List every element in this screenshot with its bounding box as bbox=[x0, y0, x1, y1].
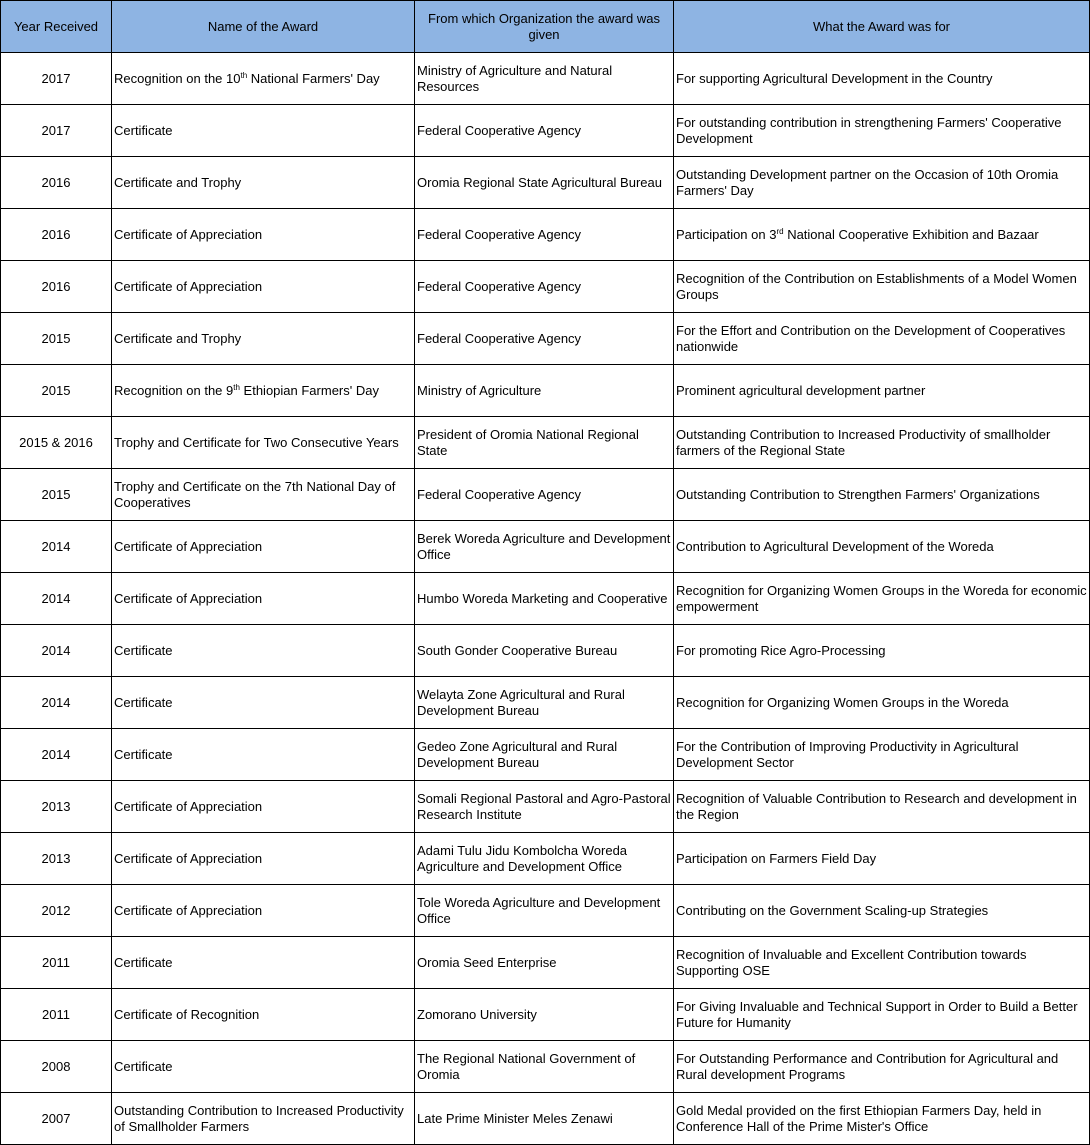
organization-cell-text: Ministry of Agriculture and Natural Resources bbox=[417, 62, 613, 94]
organization-cell bbox=[415, 573, 674, 625]
award-purpose-cell-text: Recognition for Organizing Women Groups in the Woreda for economic empowerment bbox=[676, 582, 1087, 614]
award-purpose-cell-text: Outstanding Development partner on the Occasion of 10th Oromia Farmers' Day bbox=[676, 166, 1059, 198]
award-purpose-cell-text: Outstanding Contribution to Increased Productivity of smallholder farmers of the Regional State bbox=[676, 426, 1051, 458]
year-cell bbox=[1, 885, 112, 937]
year-cell bbox=[1, 365, 112, 417]
year-cell bbox=[1, 261, 112, 313]
header-award-purpose: What the Award was for bbox=[674, 1, 1090, 53]
organization-cell bbox=[415, 157, 674, 209]
award-name-cell bbox=[112, 417, 415, 469]
award-name-cell-text: Certificate bbox=[114, 694, 173, 710]
award-name-cell-text: Recognition on the 9 bbox=[114, 382, 234, 398]
year-cell bbox=[1, 781, 112, 833]
year-cell bbox=[1, 989, 112, 1041]
award-name-cell-text: Certificate and Trophy bbox=[114, 174, 242, 190]
table-row bbox=[1, 885, 1090, 937]
award-name-cell bbox=[112, 1041, 415, 1093]
award-name-cell bbox=[112, 573, 415, 625]
organization-cell-text: Federal Cooperative Agency bbox=[417, 330, 582, 346]
award-name-cell-text: Certificate of Appreciation bbox=[114, 902, 263, 918]
year-cell bbox=[1, 521, 112, 573]
organization-cell bbox=[415, 261, 674, 313]
header-organization: From which Organization the award was given bbox=[415, 1, 674, 53]
organization-cell-text: Berek Woreda Agriculture and Development Office bbox=[417, 530, 671, 562]
award-purpose-cell bbox=[674, 1041, 1090, 1093]
award-name-cell-superscript: th bbox=[240, 70, 248, 80]
award-name-cell-superscript: th bbox=[233, 382, 240, 392]
award-purpose-cell bbox=[674, 989, 1090, 1041]
organization-cell-text: Federal Cooperative Agency bbox=[417, 486, 582, 502]
organization-cell-text: Humbo Woreda Marketing and Cooperative bbox=[417, 590, 668, 606]
award-purpose-cell-text: Recognition of Invaluable and Excellent Contribution towards Supporting OSE bbox=[676, 946, 1027, 978]
table-row bbox=[1, 677, 1090, 729]
organization-cell-text: Oromia Seed Enterprise bbox=[417, 954, 557, 970]
year-cell-text: 2015 & 2016 bbox=[19, 434, 93, 450]
table-row bbox=[1, 573, 1090, 625]
award-name-cell-text: Certificate of Appreciation bbox=[114, 590, 263, 606]
organization-cell-text: Adami Tulu Jidu Kombolcha Woreda Agriculture and Development Office bbox=[417, 842, 628, 874]
award-name-cell-text: Certificate bbox=[114, 122, 173, 138]
organization-cell-text: Federal Cooperative Agency bbox=[417, 226, 582, 242]
organization-cell bbox=[415, 729, 674, 781]
year-cell-text: 2012 bbox=[41, 902, 71, 918]
award-name-cell bbox=[112, 677, 415, 729]
year-cell-text: 2016 bbox=[41, 174, 71, 190]
award-purpose-cell bbox=[674, 677, 1090, 729]
award-purpose-cell-text: For outstanding contribution in strengthening Farmers' Cooperative Development bbox=[676, 114, 1062, 146]
award-purpose-cell bbox=[674, 313, 1090, 365]
award-name-cell bbox=[112, 313, 415, 365]
organization-cell-text: Federal Cooperative Agency bbox=[417, 122, 582, 138]
award-name-cell-text: Certificate bbox=[114, 1058, 173, 1074]
organization-cell-text: Ministry of Agriculture bbox=[417, 382, 542, 398]
award-name-cell bbox=[112, 469, 415, 521]
year-cell bbox=[1, 625, 112, 677]
year-cell bbox=[1, 1041, 112, 1093]
award-purpose-cell-text: Outstanding Contribution to Strengthen Farmers' Organizations bbox=[676, 486, 1040, 502]
award-purpose-cell-text: Participation on Farmers Field Day bbox=[676, 850, 877, 866]
table-row bbox=[1, 937, 1090, 989]
organization-cell-text: Welayta Zone Agricultural and Rural Development Bureau bbox=[417, 686, 625, 718]
award-purpose-cell bbox=[674, 469, 1090, 521]
award-purpose-cell-text-continued: National Cooperative Exhibition and Bazaar bbox=[783, 226, 1039, 242]
year-cell-text: 2016 bbox=[41, 278, 71, 294]
award-name-cell-text: Certificate of Recognition bbox=[114, 1006, 260, 1022]
organization-cell-text: Federal Cooperative Agency bbox=[417, 278, 582, 294]
award-purpose-cell bbox=[674, 105, 1090, 157]
award-name-cell-text: Certificate of Appreciation bbox=[114, 278, 263, 294]
award-purpose-cell bbox=[674, 365, 1090, 417]
award-name-cell bbox=[112, 625, 415, 677]
award-name-cell-text: Outstanding Contribution to Increased Productivity of Smallholder Farmers bbox=[114, 1102, 404, 1134]
award-purpose-cell-text: For Giving Invaluable and Technical Support in Order to Build a Better Future for Humanity bbox=[676, 998, 1078, 1030]
award-name-cell-text: Certificate of Appreciation bbox=[114, 226, 263, 242]
organization-cell bbox=[415, 53, 674, 105]
award-name-cell bbox=[112, 1093, 415, 1145]
award-purpose-cell bbox=[674, 885, 1090, 937]
year-cell bbox=[1, 157, 112, 209]
award-purpose-cell-text: Contribution to Agricultural Development of the Woreda bbox=[676, 538, 994, 554]
award-name-cell-text: Certificate of Appreciation bbox=[114, 798, 263, 814]
award-name-cell bbox=[112, 105, 415, 157]
award-name-cell bbox=[112, 729, 415, 781]
award-purpose-cell-text: Prominent agricultural development partner bbox=[676, 382, 926, 398]
year-cell bbox=[1, 417, 112, 469]
year-cell-text: 2011 bbox=[42, 1006, 70, 1022]
award-purpose-cell bbox=[674, 53, 1090, 105]
organization-cell bbox=[415, 469, 674, 521]
award-name-cell bbox=[112, 157, 415, 209]
year-cell-text: 2016 bbox=[41, 226, 71, 242]
year-cell bbox=[1, 313, 112, 365]
year-cell bbox=[1, 573, 112, 625]
organization-cell bbox=[415, 625, 674, 677]
table-row bbox=[1, 833, 1090, 885]
table-row bbox=[1, 781, 1090, 833]
organization-cell bbox=[415, 937, 674, 989]
year-cell-text: 2008 bbox=[41, 1058, 71, 1074]
header-year-received: Year Received bbox=[1, 1, 112, 53]
year-cell-text: 2014 bbox=[41, 538, 71, 554]
award-name-cell bbox=[112, 989, 415, 1041]
organization-cell-text: Zomorano University bbox=[417, 1006, 537, 1022]
award-name-cell bbox=[112, 833, 415, 885]
table-row bbox=[1, 53, 1090, 105]
table-row bbox=[1, 625, 1090, 677]
year-cell bbox=[1, 1093, 112, 1145]
award-name-cell-text: Certificate of Appreciation bbox=[114, 850, 263, 866]
year-cell-text: 2014 bbox=[41, 746, 71, 762]
award-name-cell bbox=[112, 365, 415, 417]
award-name-cell-text: Trophy and Certificate on the 7th National Day of Cooperatives bbox=[114, 478, 396, 510]
table-row bbox=[1, 1041, 1090, 1093]
organization-cell-text: Tole Woreda Agriculture and Development Office bbox=[417, 894, 661, 926]
award-name-cell-text: Recognition on the 10 bbox=[114, 70, 241, 86]
header-award-name: Name of the Award bbox=[112, 1, 415, 53]
award-purpose-cell-text: For promoting Rice Agro-Processing bbox=[676, 642, 886, 658]
table-row bbox=[1, 729, 1090, 781]
year-cell bbox=[1, 209, 112, 261]
organization-cell bbox=[415, 781, 674, 833]
organization-cell bbox=[415, 417, 674, 469]
award-name-cell bbox=[112, 937, 415, 989]
organization-cell bbox=[415, 1093, 674, 1145]
year-cell-text: 2014 bbox=[41, 694, 71, 710]
award-name-cell bbox=[112, 885, 415, 937]
organization-cell bbox=[415, 833, 674, 885]
award-name-cell bbox=[112, 209, 415, 261]
year-cell-text: 2011 bbox=[42, 954, 70, 970]
year-cell bbox=[1, 469, 112, 521]
award-name-cell-text: Certificate bbox=[114, 642, 173, 658]
award-purpose-cell bbox=[674, 261, 1090, 313]
award-name-cell-text-continued: National Farmers' Day bbox=[247, 70, 380, 86]
organization-cell bbox=[415, 1041, 674, 1093]
year-cell-text: 2015 bbox=[41, 382, 71, 398]
award-purpose-cell-text: For Outstanding Performance and Contribution for Agricultural and Rural development Programs bbox=[676, 1050, 1059, 1082]
award-name-cell bbox=[112, 521, 415, 573]
award-purpose-cell bbox=[674, 1093, 1090, 1145]
year-cell-text: 2014 bbox=[41, 590, 71, 606]
award-name-cell bbox=[112, 781, 415, 833]
award-purpose-cell bbox=[674, 625, 1090, 677]
award-purpose-cell-text: Recognition of Valuable Contribution to Research and development in the Region bbox=[676, 790, 1077, 822]
table-row bbox=[1, 521, 1090, 573]
year-cell-text: 2014 bbox=[41, 642, 71, 658]
year-cell-text: 2015 bbox=[41, 330, 71, 346]
award-purpose-cell bbox=[674, 417, 1090, 469]
table-row bbox=[1, 1093, 1090, 1145]
organization-cell-text: Late Prime Minister Meles Zenawi bbox=[417, 1110, 613, 1126]
award-name-cell-text: Certificate bbox=[114, 954, 173, 970]
table-row bbox=[1, 313, 1090, 365]
award-name-cell-text: Certificate and Trophy bbox=[114, 330, 242, 346]
table-row bbox=[1, 209, 1090, 261]
table-row bbox=[1, 989, 1090, 1041]
award-purpose-cell bbox=[674, 781, 1090, 833]
award-purpose-cell-text: Contributing on the Government Scaling-up Strategies bbox=[676, 902, 989, 918]
organization-cell bbox=[415, 989, 674, 1041]
organization-cell bbox=[415, 885, 674, 937]
year-cell-text: 2007 bbox=[41, 1110, 71, 1126]
award-name-cell-text-continued: Ethiopian Farmers' Day bbox=[239, 382, 379, 398]
year-cell-text: 2013 bbox=[41, 850, 71, 866]
award-purpose-cell-text: For supporting Agricultural Development in the Country bbox=[676, 70, 993, 86]
award-name-cell bbox=[112, 261, 415, 313]
award-purpose-cell bbox=[674, 729, 1090, 781]
organization-cell-text: The Regional National Government of Oromia bbox=[417, 1050, 636, 1082]
award-name-cell-text: Trophy and Certificate for Two Consecutive Years bbox=[114, 434, 399, 450]
organization-cell-text: Oromia Regional State Agricultural Bureau bbox=[417, 174, 662, 190]
table-row bbox=[1, 469, 1090, 521]
year-cell bbox=[1, 105, 112, 157]
year-cell bbox=[1, 677, 112, 729]
award-purpose-cell-superscript: rd bbox=[776, 226, 784, 236]
award-purpose-cell bbox=[674, 573, 1090, 625]
table-row bbox=[1, 261, 1090, 313]
award-purpose-cell-text: Recognition for Organizing Women Groups in the Woreda bbox=[676, 694, 1009, 710]
table-row bbox=[1, 417, 1090, 469]
year-cell bbox=[1, 833, 112, 885]
organization-cell bbox=[415, 209, 674, 261]
table-row bbox=[1, 105, 1090, 157]
organization-cell-text: Gedeo Zone Agricultural and Rural Development Bureau bbox=[417, 738, 618, 770]
organization-cell bbox=[415, 677, 674, 729]
award-purpose-cell-text: For the Effort and Contribution on the Development of Cooperatives nationwide bbox=[676, 322, 1066, 354]
organization-cell-text: South Gonder Cooperative Bureau bbox=[417, 642, 618, 658]
organization-cell-text: President of Oromia National Regional State bbox=[417, 426, 639, 458]
organization-cell-text: Somali Regional Pastoral and Agro-Pastoral Research Institute bbox=[417, 790, 671, 822]
year-cell-text: 2013 bbox=[41, 798, 71, 814]
award-purpose-cell-text: For the Contribution of Improving Productivity in Agricultural Development Sector bbox=[676, 738, 1019, 770]
organization-cell bbox=[415, 313, 674, 365]
year-cell-text: 2017 bbox=[41, 122, 71, 138]
table-row bbox=[1, 365, 1090, 417]
award-purpose-cell bbox=[674, 833, 1090, 885]
organization-cell bbox=[415, 521, 674, 573]
table-row bbox=[1, 157, 1090, 209]
award-name-cell-text: Certificate of Appreciation bbox=[114, 538, 263, 554]
year-cell bbox=[1, 53, 112, 105]
award-purpose-cell-text: Participation on 3 bbox=[676, 226, 777, 242]
award-name-cell-text: Certificate bbox=[114, 746, 173, 762]
organization-cell bbox=[415, 105, 674, 157]
year-cell bbox=[1, 937, 112, 989]
header-row bbox=[1, 1, 1090, 53]
award-name-cell bbox=[112, 53, 415, 105]
award-purpose-cell bbox=[674, 209, 1090, 261]
organization-cell bbox=[415, 365, 674, 417]
award-purpose-cell bbox=[674, 937, 1090, 989]
award-purpose-cell bbox=[674, 521, 1090, 573]
year-cell-text: 2017 bbox=[41, 70, 71, 86]
award-purpose-cell bbox=[674, 157, 1090, 209]
award-purpose-cell-text: Recognition of the Contribution on Establishments of a Model Women Groups bbox=[676, 270, 1077, 302]
year-cell bbox=[1, 729, 112, 781]
year-cell-text: 2015 bbox=[41, 486, 71, 502]
award-purpose-cell-text: Gold Medal provided on the first Ethiopian Farmers Day, held in Conference Hall of the Prime Mister's Office bbox=[676, 1102, 1042, 1134]
